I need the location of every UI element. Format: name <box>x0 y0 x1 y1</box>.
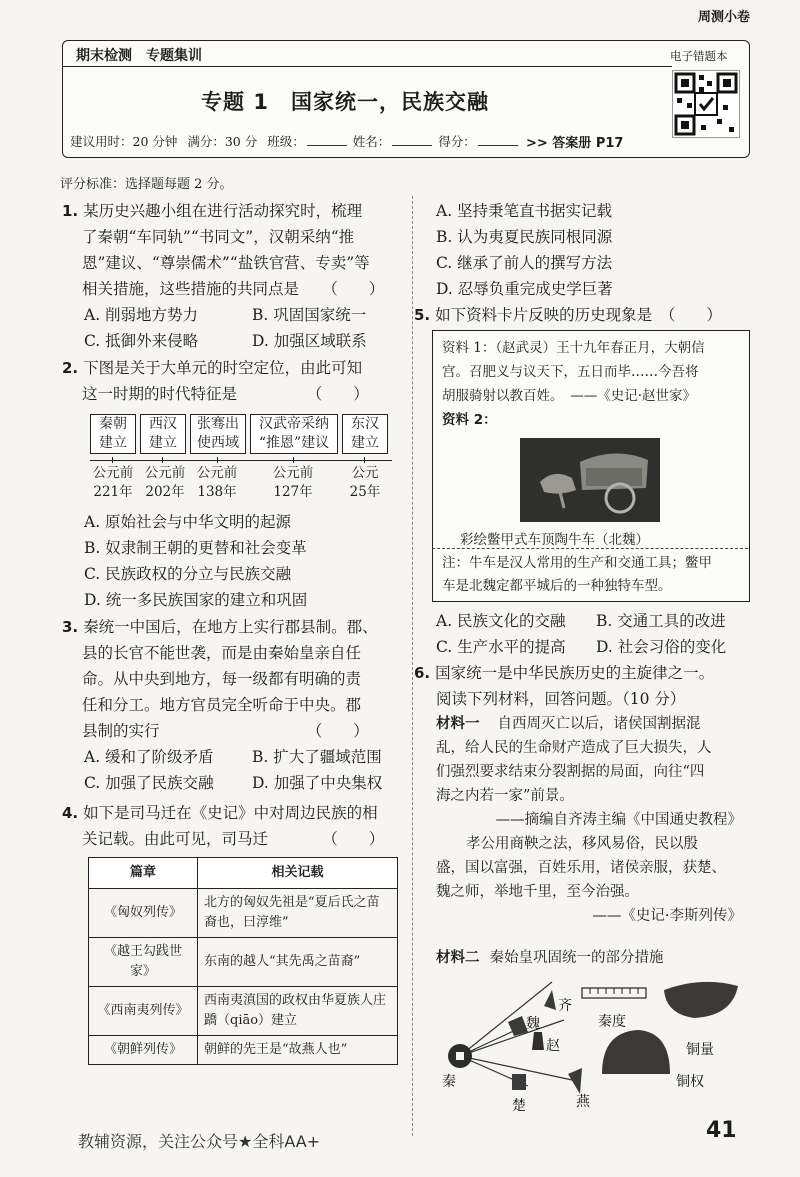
page-title: 专题 1 国家统一，民族交融 <box>201 90 489 114</box>
question-5 <box>414 302 722 328</box>
q1-line: 相关措施，这些措施的共同点是 （ ） <box>82 280 385 298</box>
timeline-event: 西汉 建立 <box>140 414 186 454</box>
material-one <box>436 712 742 928</box>
name-label: 姓名： <box>352 134 391 149</box>
yan-knife-coin-icon <box>568 1068 582 1094</box>
option-c[interactable]: C. 民族政权的分立与民族交融 <box>84 565 292 583</box>
q5-options <box>436 608 726 660</box>
option-b[interactable]: B. 巩固国家统一 <box>252 306 367 324</box>
card-note <box>442 552 712 598</box>
q2-line: 这一时期的时代特征是 （ ） <box>82 385 369 403</box>
record-cell: 西南夷滇国的政权由华夏族人庄蹻（qiāo）建立 <box>198 987 398 1036</box>
bronze-weight-icon <box>602 1030 670 1074</box>
option-b[interactable]: B. 奴隶制王朝的更替和社会变革 <box>84 539 307 557</box>
q1-line: 了秦朝“车同轨”“书同文”，汉朝采纳“推 <box>82 228 355 246</box>
question-number: 1. <box>62 202 79 220</box>
q3-line: 命。从中央到地方，每一级都有明确的责 <box>82 670 362 688</box>
q3-line: 县的长官不能世袭，而是由秦始皇亲自任 <box>82 644 362 662</box>
timeline-date: 公元前 127年 <box>272 465 314 500</box>
material-label: 材料一 <box>436 716 480 732</box>
material-line: 孝公用商鞅之法，移风易俗，民以殷 <box>466 836 698 852</box>
timeline-event: 东汉 建立 <box>342 414 388 454</box>
header-info-row <box>70 132 520 150</box>
q5-stem: 如下资料卡片反映的历史现象是 （ ） <box>435 306 722 324</box>
full-score: 满分：30 分 <box>187 134 258 149</box>
option-d[interactable]: D. 加强了中央集权 <box>252 774 383 792</box>
material-line: 们强烈要求结束分裂割据的局面，向往“四 <box>436 764 705 780</box>
q4-line: 如下是司马迁在《史记》中对周边民族的相 <box>83 804 378 822</box>
material-source: ——《史记·李斯列传》 <box>592 908 742 924</box>
label-qi: 齐 <box>558 998 572 1014</box>
timeline-date: 公元前 221年 <box>92 465 134 500</box>
note-line: 车是北魏定都平城后的一种独特车型。 <box>442 578 672 594</box>
chapter-cell: 《朝鲜列传》 <box>89 1036 198 1065</box>
timeline-event: 秦朝 建立 <box>90 414 136 454</box>
material-source: ——摘编自齐涛主编《中国通史教程》 <box>495 812 742 828</box>
ox-cart-photo <box>520 438 660 522</box>
timeline-axis <box>90 460 392 461</box>
material-line: 乱，给人民的生命财产造成了巨大损失，人 <box>436 740 712 756</box>
unification-measures-figure <box>432 970 748 1120</box>
label-yan: 燕 <box>576 1094 590 1110</box>
question-number: 2. <box>62 359 79 377</box>
q6-line: 阅读下列材料，回答问题。（10 分） <box>436 690 686 708</box>
option-d[interactable]: D. 加强区域联系 <box>252 332 367 350</box>
label-wei: 魏 <box>526 1016 540 1032</box>
question-number: 4. <box>62 804 79 822</box>
option-b[interactable]: B. 扩大了疆域范围 <box>252 748 382 766</box>
page-number: 41 <box>706 1118 737 1143</box>
label-measure: 铜量 <box>686 1042 714 1058</box>
label-chu: 楚 <box>512 1098 526 1114</box>
q4-options <box>436 198 613 302</box>
question-3 <box>62 614 382 796</box>
timeline-tick <box>217 457 218 463</box>
option-c[interactable]: C. 抵御外来侵略 <box>84 332 199 350</box>
suggested-time: 建议用时：20 分钟 <box>70 134 178 149</box>
material-line: 盛，国以富强，百姓乐用，诸侯亲服，获楚、 <box>436 860 726 876</box>
timeline-tick <box>162 457 163 463</box>
photo-caption: 彩绘鳖甲式车顶陶牛车（北魏） <box>460 532 649 548</box>
option-a[interactable]: A. 原始社会与中华文明的起源 <box>84 513 292 531</box>
table-header: 相关记载 <box>198 858 398 889</box>
material-2-label: 资料 2： <box>442 412 497 428</box>
scoring-rule: 评分标准：选择题每题 2 分。 <box>60 177 233 192</box>
record-cell: 北方的匈奴先祖是“夏后氏之苗裔也，曰淳维” <box>198 889 398 938</box>
timeline-tick <box>364 457 365 463</box>
record-cell: 朝鲜的先王是“故燕人也” <box>198 1036 398 1065</box>
table-header: 篇章 <box>89 858 198 889</box>
material-line: 自西周灭亡以后，诸侯国割据混 <box>497 716 701 732</box>
material-1 <box>442 336 705 432</box>
q1-line: 恩”建议、“尊崇儒术”“盐铁官营、专卖”等 <box>82 254 370 272</box>
material-line: 宫。召肥义与议天下，五日而毕……今吾将 <box>442 364 699 380</box>
material-line: 海之内若一家”前景。 <box>436 788 574 804</box>
material-line: 资料 1：（赵武灵）王十九年春正月，大朝信 <box>442 340 705 356</box>
table-header-row <box>89 858 398 889</box>
question-1 <box>62 198 384 354</box>
option-b[interactable]: B. 认为夷夏民族同根同源 <box>436 228 613 246</box>
option-b[interactable]: B. 交通工具的改进 <box>596 612 726 630</box>
answer-reference: >> 答案册 P17 <box>526 136 624 151</box>
zhao-spade-coin-icon <box>532 1032 544 1050</box>
q3-line: 县制的实行 （ ） <box>82 722 369 740</box>
option-c[interactable]: C. 生产水平的提高 <box>436 638 566 656</box>
name-field[interactable] <box>392 135 432 146</box>
option-d[interactable]: D. 统一多民族国家的建立和巩固 <box>84 591 308 609</box>
material-label: 材料二 <box>436 950 480 966</box>
label-weight: 铜权 <box>676 1074 704 1090</box>
table-row <box>89 1036 398 1065</box>
timeline-event: 张骞出 使西域 <box>190 414 246 454</box>
label-ruler: 秦度 <box>598 1014 626 1030</box>
option-d[interactable]: D. 忍辱负重完成史学巨著 <box>436 280 613 298</box>
header-category: 期末检测 专题集训 <box>76 48 202 64</box>
column-divider <box>412 196 413 1136</box>
option-a[interactable]: A. 缓和了阶级矛盾 <box>84 748 214 766</box>
material-two <box>436 946 664 967</box>
qr-label: 电子错题本 <box>670 49 728 63</box>
option-a[interactable]: A. 坚持秉笔直书据实记载 <box>436 202 613 220</box>
card-divider <box>432 548 748 549</box>
chapter-cell: 《越王勾践世家》 <box>89 938 198 987</box>
class-label: 班级： <box>267 134 305 149</box>
material-two-text: 秦始皇巩固统一的部分措施 <box>489 950 664 966</box>
q4-line: 关记载。由此可见，司马迁 （ ） <box>82 830 385 848</box>
score-label: 得分： <box>438 134 476 149</box>
q6-line: 国家统一是中华民族历史的主旋律之一。 <box>435 664 715 682</box>
material-line: 魏之师，举地千里，至今治强。 <box>436 884 639 900</box>
label-zhao: 赵 <box>546 1038 560 1054</box>
option-c[interactable]: C. 加强了民族交融 <box>84 774 214 792</box>
chapter-cell: 《西南夷列传》 <box>89 987 198 1036</box>
question-2 <box>62 355 369 407</box>
class-field[interactable] <box>307 135 347 146</box>
note-line: 注：牛车是汉人常用的生产和交通工具；鳖甲 <box>442 555 712 571</box>
records-table <box>88 857 398 1065</box>
timeline-event: 汉武帝采纳 “推恩”建议 <box>250 414 338 454</box>
q2-line: 下图是关于大单元的时空定位，由此可知 <box>83 359 363 377</box>
table-row <box>89 889 398 938</box>
material-line: 胡服骑射以教百姓。 ——《史记·赵世家》 <box>442 388 697 404</box>
footer-note: 教辅资源，关注公众号★全科AA+ <box>78 1132 321 1151</box>
option-d[interactable]: D. 社会习俗的变化 <box>596 638 727 656</box>
score-field[interactable] <box>478 135 518 146</box>
timeline-date: 公元 25年 <box>349 465 381 500</box>
timeline-tick <box>293 457 294 463</box>
chapter-cell: 《匈奴列传》 <box>89 889 198 938</box>
timeline-date: 公元前 202年 <box>144 465 186 500</box>
question-number: 3. <box>62 618 79 636</box>
timeline-date: 公元前 138年 <box>196 465 238 500</box>
table-row <box>89 987 398 1036</box>
record-cell: 东南的越人“其先禹之苗裔” <box>198 938 398 987</box>
chu-coin-icon <box>512 1074 526 1090</box>
weekly-test-tag: 周测小卷 <box>697 10 750 25</box>
header-divider <box>62 66 672 67</box>
q3-line: 任和分工。地方官员完全听命于中央。郡 <box>82 696 362 714</box>
question-4 <box>62 800 384 852</box>
option-c[interactable]: C. 继承了前人的撰写方法 <box>436 254 613 272</box>
question-number: 6. <box>414 664 431 682</box>
option-a[interactable]: A. 削弱地方势力 <box>84 306 199 324</box>
table-row <box>89 938 398 987</box>
qr-code-icon[interactable] <box>672 70 740 138</box>
timeline-tick <box>112 457 113 463</box>
q3-line: 秦统一中国后，在地方上实行郡县制。郡、 <box>83 618 378 636</box>
option-a[interactable]: A. 民族文化的交融 <box>436 612 566 630</box>
bronze-measure-icon <box>664 982 738 1018</box>
q2-options <box>84 509 307 613</box>
q1-line: 某历史兴趣小组在进行活动探究时，梳理 <box>83 202 363 220</box>
label-qin: 秦 <box>442 1074 456 1090</box>
qi-knife-coin-icon <box>544 990 556 1010</box>
question-6 <box>414 660 714 712</box>
question-number: 5. <box>414 306 431 324</box>
